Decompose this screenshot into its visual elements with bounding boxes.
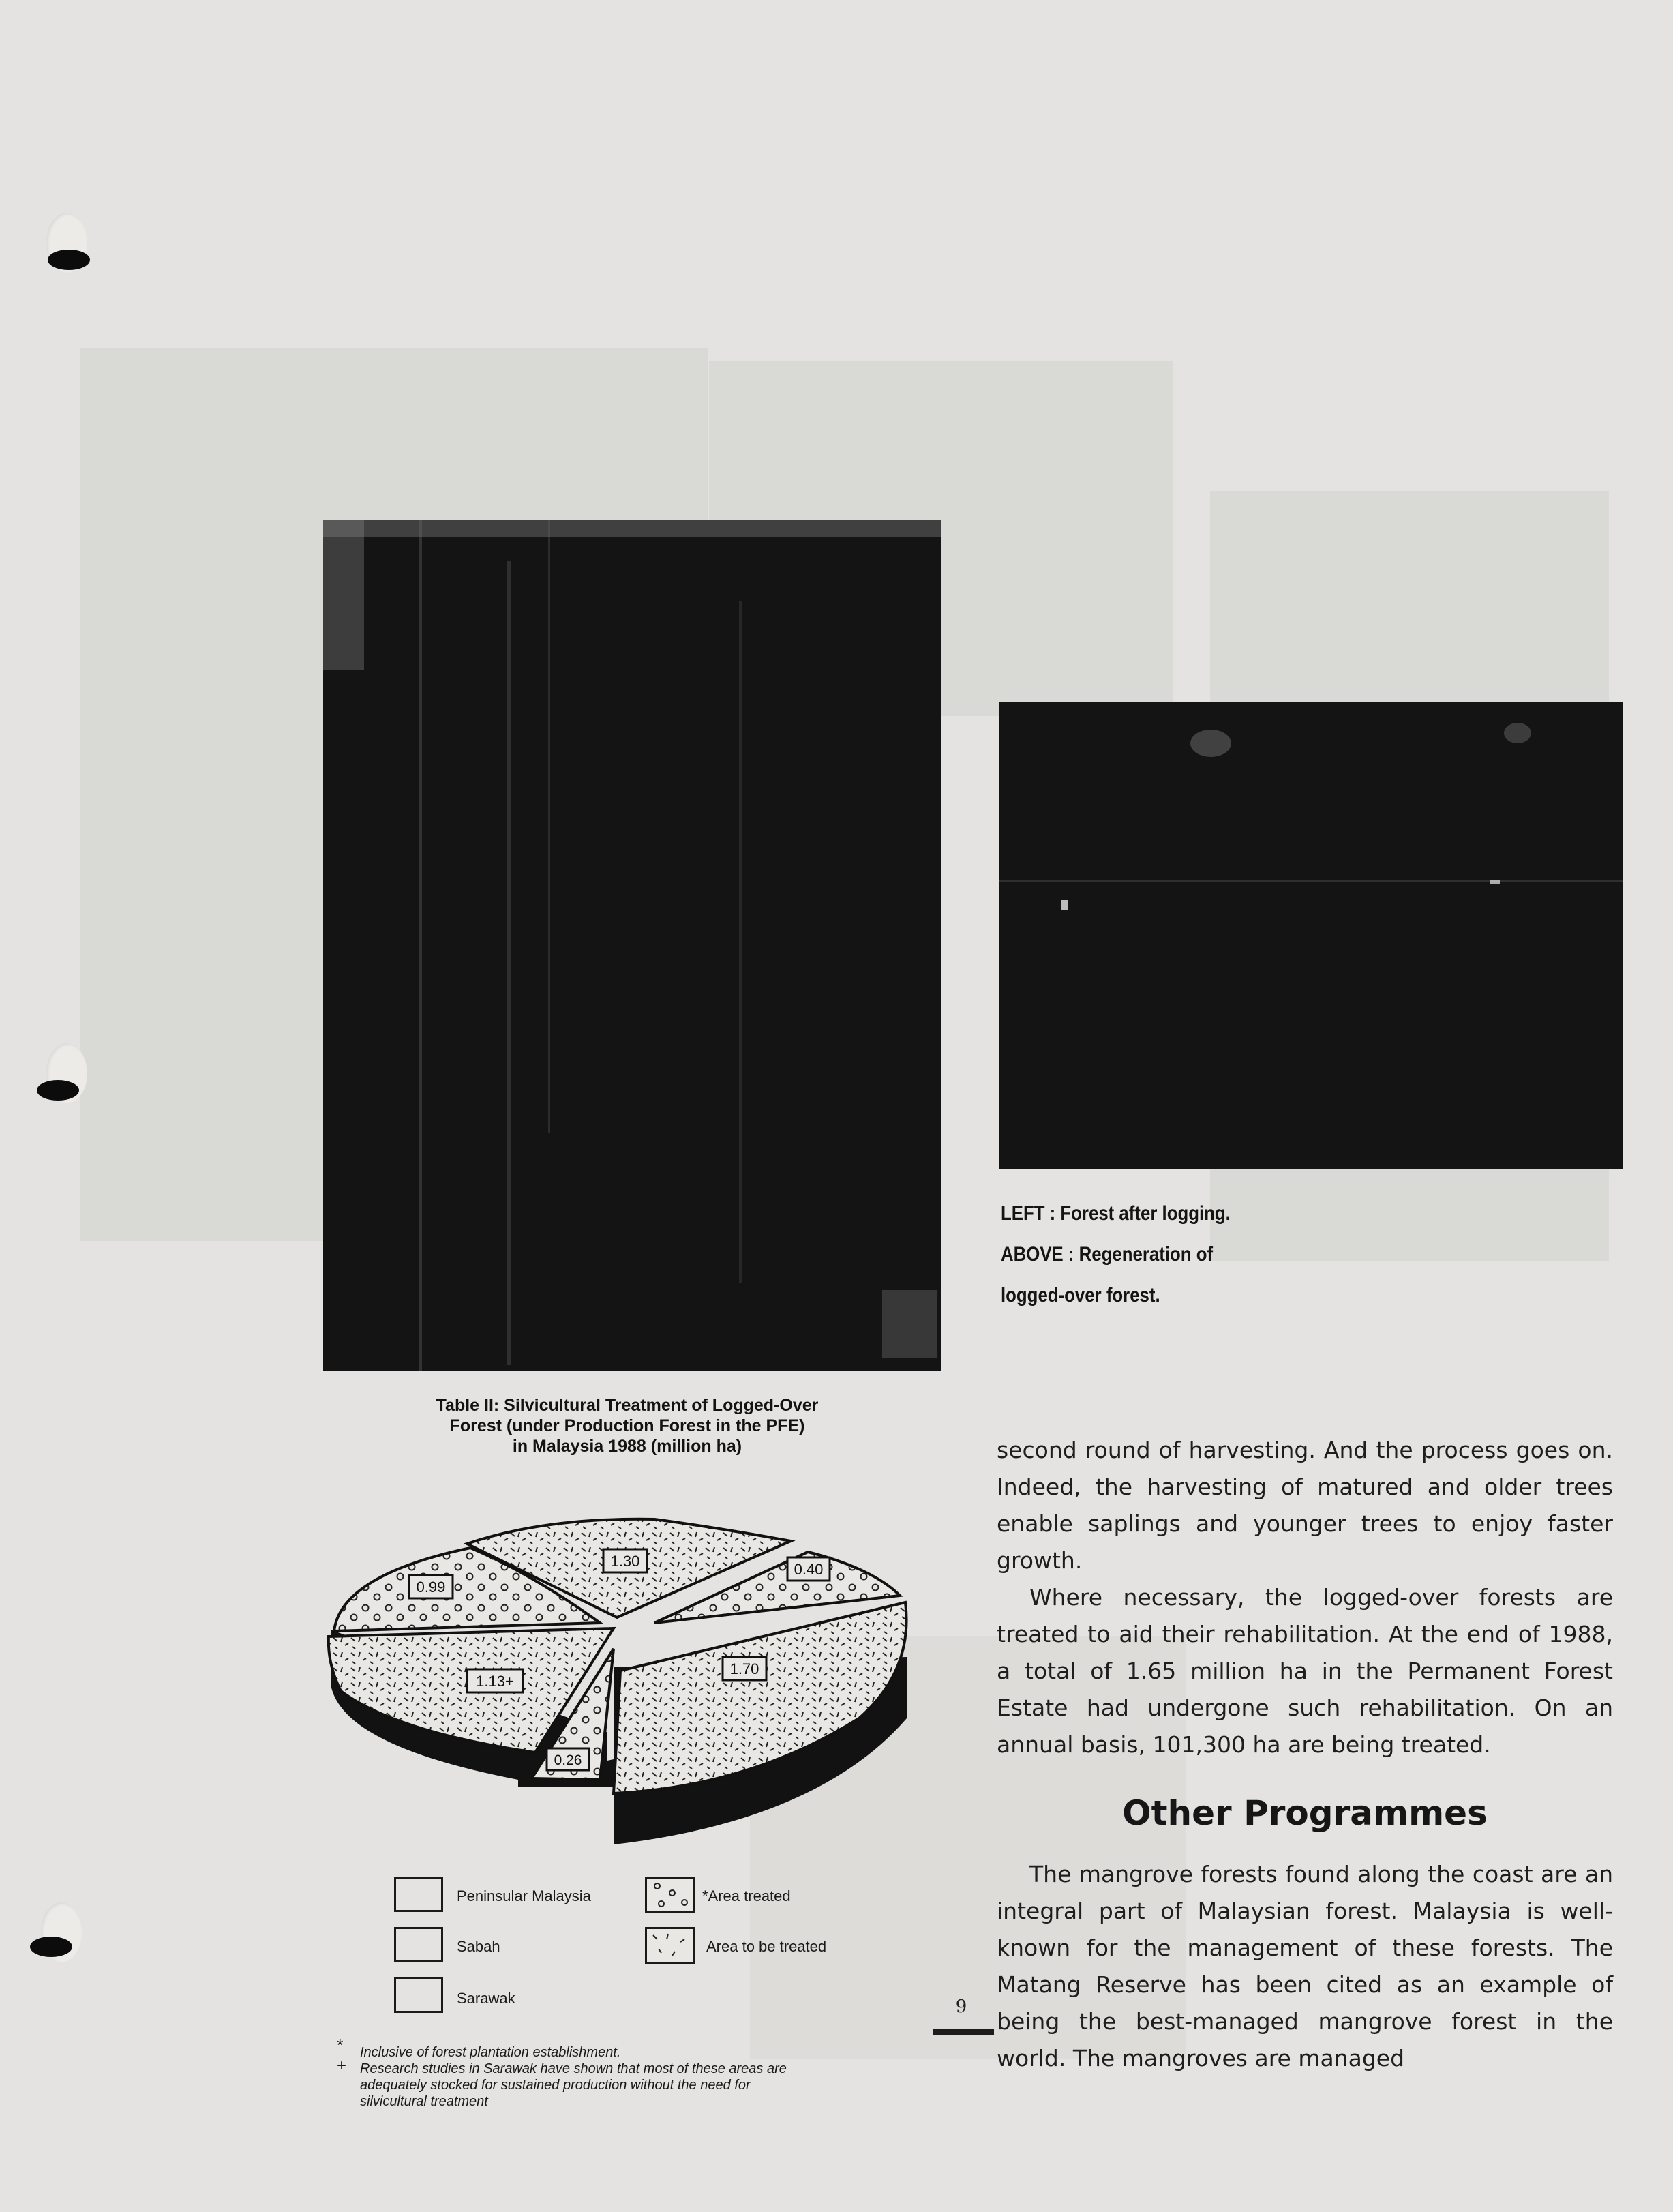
- photo-regeneration: [999, 702, 1623, 1169]
- svg-text:1.70: 1.70: [729, 1660, 759, 1677]
- pie-slice-1-70: [614, 1602, 907, 1793]
- photo-caption: [1001, 1193, 1306, 1316]
- footnote-star: Inclusive of forest plantation establishment.: [360, 2045, 621, 2060]
- punch-hole-shadow: [37, 1080, 79, 1101]
- section-heading: Other Programmes: [1122, 1793, 1488, 1833]
- caption-left: LEFT : Forest after logging.: [1001, 1202, 1231, 1225]
- body-text-column: [997, 1432, 1613, 1763]
- svg-text:0.26: 0.26: [554, 1752, 582, 1768]
- svg-text:0.40: 0.40: [794, 1561, 824, 1578]
- table-title-line: Table II: Silvicultural Treatment of Logged-Over: [436, 1396, 819, 1415]
- table-title: [382, 1395, 873, 1456]
- pie-label-1-30: [603, 1549, 647, 1572]
- page-number-rule: [933, 2029, 994, 2035]
- pie-label-0-99: [409, 1575, 453, 1598]
- paragraph: second round of harvesting. And the process goes on. Indeed, the harvesting of matured and older trees enable saplings and younger trees to enjoy faster growth.: [997, 1437, 1613, 1574]
- legend-swatch-sabah: [394, 1927, 443, 1962]
- footnote-star-mark: *: [337, 2036, 344, 2054]
- svg-text:1.13+: 1.13+: [476, 1673, 514, 1690]
- legend-label-to-be-treated: Area to be treated: [706, 1938, 827, 1955]
- pie-chart: [314, 1500, 927, 1855]
- paragraph: Where necessary, the logged-over forests are treated to aid their rehabilitation. At the end of 1988, a total of 1.65 million ha in the Permanent Forest Estate had undergone such rehabilitation. On an annual basis, 101,300 ha are being treated.: [997, 1584, 1613, 1758]
- footnote-plus: Research studies in Sarawak have shown that most of these areas are adequately stocked for sustained production without the need for silvicultural treatment: [360, 2061, 787, 2109]
- photo-forest-after-logging: [323, 520, 941, 1371]
- legend-swatch-sarawak: [394, 1977, 443, 2013]
- legend-label-treated: *Area treated: [702, 1887, 791, 1904]
- legend-label-peninsular: Peninsular Malaysia: [457, 1887, 591, 1904]
- legend-swatch-to-be-treated: [645, 1927, 695, 1964]
- legend-label-sabah: Sabah: [457, 1938, 500, 1955]
- pie-label-0-40: [787, 1557, 830, 1581]
- legend-swatch-treated: [645, 1877, 695, 1913]
- paragraph: The mangrove forests found along the coast are an integral part of Malaysian forest. Malaysia is well-known for the management of these forests. The Matang Reserve has been cited as an example of being the best-managed mangrove forest in the world. The mangroves are managed: [997, 1861, 1613, 2072]
- page-number: 9: [955, 1997, 967, 2017]
- svg-text:1.30: 1.30: [610, 1553, 640, 1570]
- legend-label-sarawak: Sarawak: [457, 1990, 515, 2007]
- table-title-line: in Malaysia 1988 (million ha): [512, 1437, 742, 1456]
- pie-label-1-70: [723, 1657, 766, 1680]
- punch-hole-shadow: [48, 250, 90, 270]
- pie-label-0-26: [547, 1748, 589, 1770]
- caption-above-cont: logged-over forest.: [1001, 1284, 1160, 1306]
- table-title-line: Forest (under Production Forest in the PFE): [449, 1416, 805, 1435]
- caption-above: ABOVE : Regeneration of: [1001, 1243, 1214, 1266]
- footnote-plus-mark: +: [337, 2057, 347, 2075]
- punch-hole-shadow: [30, 1937, 72, 1957]
- pie-label-1-13: [467, 1669, 523, 1692]
- svg-text:0.99: 0.99: [416, 1579, 446, 1596]
- legend-swatch-peninsular: [394, 1877, 443, 1912]
